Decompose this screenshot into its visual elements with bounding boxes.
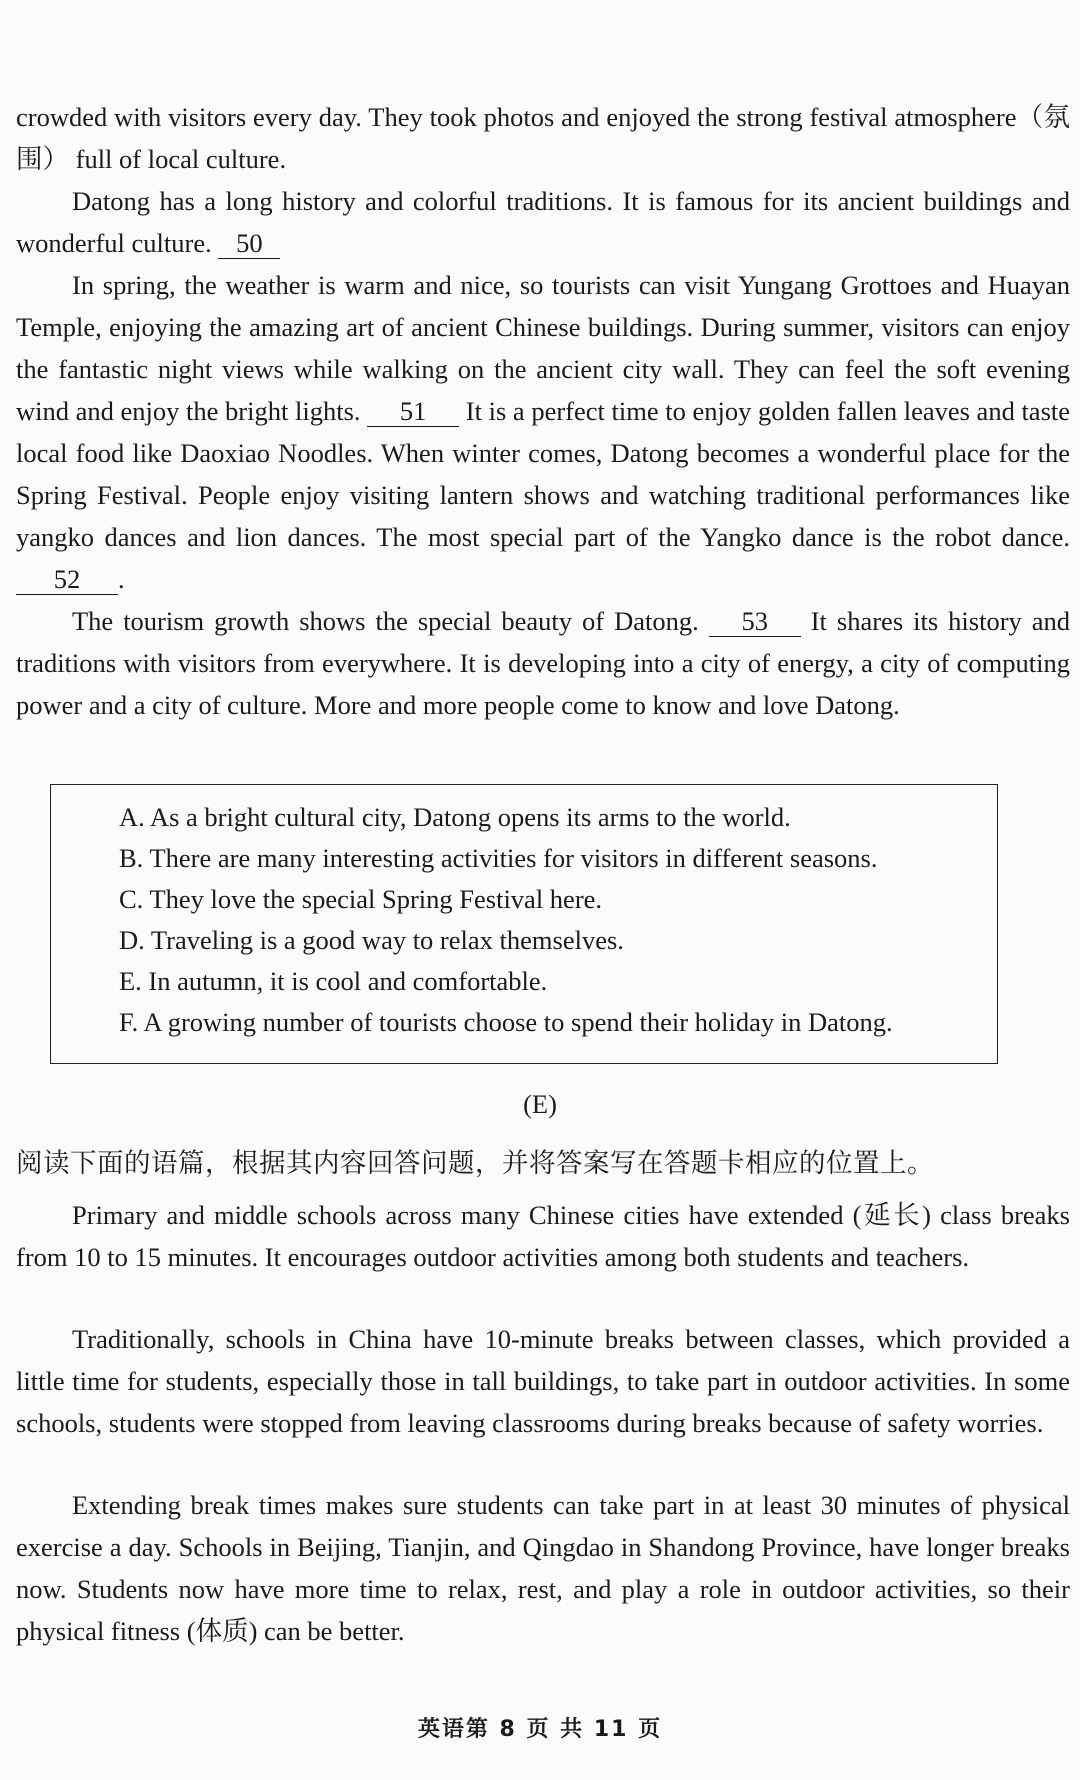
option-item: A. As a bright cultural city, Datong opens its arms to the world. <box>119 802 791 832</box>
passage-paragraph: crowded with visitors every day. They took photos and enjoyed the strong festival atmosphere（氛围） full of local culture. <box>16 102 1070 174</box>
answer-blank-53[interactable]: 53 <box>709 606 801 637</box>
option-item: D. Traveling is a good way to relax themselves. <box>119 925 624 955</box>
option-item: C. They love the special Spring Festival here. <box>119 884 603 914</box>
instruction-text: 阅读下面的语篇，根据其内容回答问题，并将答案写在答题卡相应的位置上。 <box>16 1148 934 1178</box>
option-item: F. A growing number of tourists choose to spend their holiday in Datong. <box>119 1007 893 1037</box>
passage-paragraph: Extending break times makes sure students can take part in at least 30 minutes of physical exercise a day. Schools in Beijing, Tianjin, and Qingdao in Shandong Province, have longer breaks now. Students now have more time to relax, rest, and play a role in outdoor activities, so their physical fitness (体质) can be better. <box>16 1490 1070 1646</box>
answer-blank-52[interactable]: 52 <box>16 564 118 595</box>
page-footer: 英语第 8 页 共 11 页 <box>417 1717 663 1742</box>
passage-paragraph: Traditionally, schools in China have 10-minute breaks between classes, which provided a little time for students, especially those in tall buildings, to take part in outdoor activities. In some schools, students were stopped from leaving classrooms during breaks because of safety worries. <box>16 1324 1070 1438</box>
section-heading: (E) <box>523 1089 557 1119</box>
passage-paragraph: The tourism growth shows the special beauty of Datong. 53 It shares its history and traditions with visitors from everywhere. It is developing into a city of energy, a city of computing power and a city of culture. More and more people come to know and love Datong. <box>16 606 1071 720</box>
options-box <box>50 784 998 1064</box>
option-item: E. In autumn, it is cool and comfortable. <box>119 966 548 996</box>
passage-paragraph: Datong has a long history and colorful traditions. It is famous for its ancient buildings and wonderful culture. 50 <box>16 186 1070 258</box>
answer-blank-51[interactable]: 51 <box>367 396 459 427</box>
answer-blank-50[interactable]: 50 <box>218 228 280 259</box>
option-item: B. There are many interesting activities for visitors in different seasons. <box>119 843 878 873</box>
passage-paragraph: Primary and middle schools across many Chinese cities have extended (延长) class breaks from 10 to 15 minutes. It encourages outdoor activities among both students and teachers. <box>16 1200 1070 1272</box>
passage-paragraph: In spring, the weather is warm and nice, so tourists can visit Yungang Grottoes and Huayan Temple, enjoying the amazing art of ancient Chinese buildings. During summer, visitors can enjoy the fantastic night views while walking on the ancient city wall. They can feel the soft evening wind and enjoy the bright lights. 51 It is a perfect time to enjoy golden fallen leaves and taste local food like Daoxiao Noodles. When winter comes, Datong becomes a wonderful place for the Spring Festival. People enjoy visiting lantern shows and watching traditional performances like yangko dances and lion dances. The most special part of the Yangko dance is the robot dance. 52 . <box>16 270 1071 594</box>
